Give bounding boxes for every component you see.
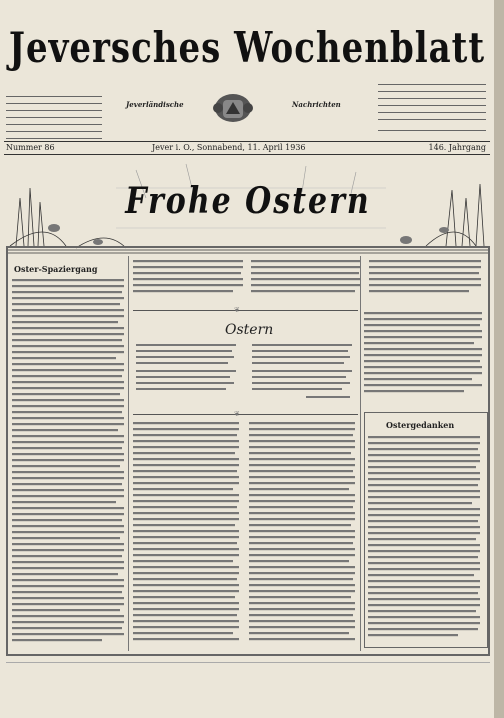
issue-volume: 146. Jahrgang (428, 143, 486, 152)
column-rule-2 (360, 256, 361, 651)
text-lines-right-box (368, 434, 482, 644)
ornament-icon: ❦ (234, 306, 240, 314)
masthead-subtitle-left: Jeverländische (126, 100, 184, 109)
issue-number: Nummer 86 (6, 143, 55, 152)
text-lines-middle-lower (133, 420, 357, 646)
dateline (4, 141, 490, 155)
text-lines-top (133, 258, 483, 308)
bottom-rule (6, 662, 490, 663)
masthead-subtitle-right: Nachrichten (292, 100, 341, 109)
column-rule-1 (128, 256, 129, 651)
article-title-oster-spaziergang: Oster-Spaziergang (14, 264, 98, 274)
article-body-top (133, 258, 483, 308)
issue-date: Jever i. O., Sonnabend, 11. April 1936 (152, 143, 306, 152)
text-lines-left (12, 277, 126, 645)
masthead-info-left (6, 92, 106, 141)
masthead-info-right (378, 80, 490, 133)
ornament-icon-2: ❦ (234, 410, 240, 418)
masthead-title: Jeversches Wochenblatt (8, 23, 486, 73)
coat-of-arms-lion-icon (208, 90, 258, 126)
article-title-ostergedanken: Ostergedanken (386, 420, 455, 430)
article-body-left (12, 277, 126, 645)
poem-divider-bottom (133, 414, 358, 415)
poem-title: Ostern (225, 322, 274, 338)
text-lines-right-top (364, 310, 484, 406)
banner-headline: Frohe Ostern (125, 180, 371, 223)
poem-lines (136, 342, 356, 412)
page-edge (494, 0, 504, 718)
poem-divider-top (133, 310, 358, 311)
